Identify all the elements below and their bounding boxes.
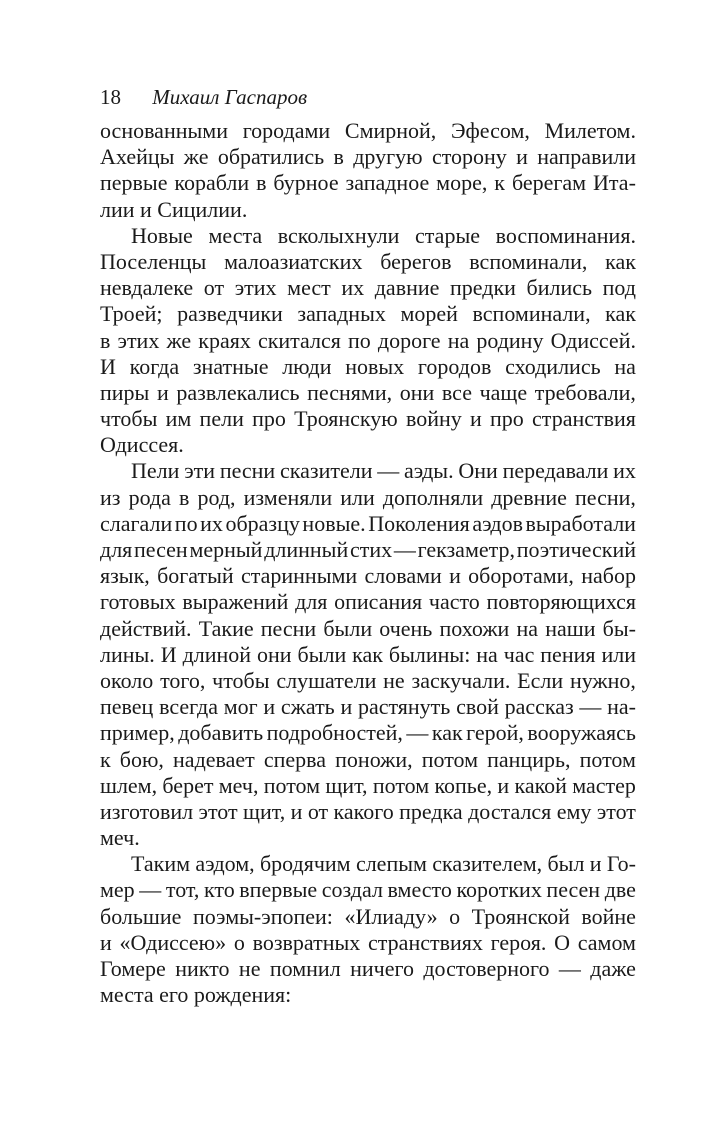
text-line: шлем, берет меч, потом щит, потом копье, и какой мастер	[100, 772, 636, 798]
text-line: Гомере никто не помнил ничего достоверного — даже	[100, 956, 636, 981]
text-line: Троей; разведчики западных морей вспоминали, как	[100, 301, 636, 327]
text-line: Поселенцы малоазиатских берегов вспоминали, как	[100, 248, 636, 274]
text-line: Одиссея.	[100, 432, 184, 458]
text-line: в этих же краях скитался по дороге на родину Одиссей.	[100, 327, 636, 353]
text-line: к бою, надевает сперва поножи, потом панцирь, потом	[100, 746, 636, 772]
text-line: пиры и развлекались песнями, они все чаще требовали,	[100, 379, 636, 405]
text-line: большие поэмы-эпопеи: «Илиаду» о Троянской войне	[100, 903, 636, 929]
text-line: Ахейцы же обратились в другую сторону и направили	[100, 144, 636, 170]
text-line: лины. И длиной они были как былины: на час пения или	[100, 641, 636, 667]
text-line: из рода в род, изменяли или дополняли древние песни,	[100, 484, 636, 510]
text-line: готовых выражений для описания часто повторяющихся	[100, 589, 636, 615]
text-line: первые корабли в бурное западное море, к берегам Ита-	[100, 170, 636, 196]
text-line: Новые места всколыхнули старые воспоминания.	[131, 222, 636, 248]
text-line: места его рождения:	[100, 982, 292, 1008]
text-line: язык, богатый старинными словами и оборотами, набор	[100, 563, 636, 589]
text-line: чтобы им пели про Троянскую войну и про странствия	[100, 406, 636, 432]
text-line: Таким аэдом, бродячим слепым сказителем, был и Го-	[131, 851, 636, 877]
text-line: и «Одиссею» о возвратных странствиях героя. О самом	[100, 929, 636, 955]
text-line: слагали по их образцу новые. Поколения аэдов выработали	[100, 510, 636, 536]
text-line: действий. Такие песни были очень похожи на наши бы-	[100, 615, 636, 641]
text-line: меч.	[100, 825, 140, 851]
text-line: невдалеке от этих мест их давние предки бились под	[100, 275, 636, 301]
page-number: 18	[100, 85, 121, 109]
running-head	[100, 84, 307, 110]
text-line: И когда знатные люди новых городов сходились на	[100, 353, 636, 379]
text-line: певец всегда мог и сжать и растянуть свой рассказ — на-	[100, 694, 636, 720]
text-line: около того, чтобы слушатели не заскучали. Если нужно,	[100, 667, 636, 693]
text-line: мер — тот, кто впервые создал вместо коротких песен две	[100, 877, 636, 903]
text-line: для песен мерный длинный стих — гекзаметр, поэтический	[100, 537, 636, 562]
body-text	[100, 118, 636, 1008]
text-line: лии и Сицилии.	[100, 196, 248, 222]
text-line: пример, добавить подробностей, — как герой, вооружаясь	[100, 720, 636, 746]
text-line: изготовил этот щит, и от какого предка достался ему этот	[100, 798, 636, 824]
text-line: Пели эти песни сказители — аэды. Они передавали их	[131, 458, 636, 484]
text-line: основанными городами Смирной, Эфесом, Милетом.	[100, 118, 636, 143]
running-title: Михаил Гаспаров	[152, 85, 308, 109]
